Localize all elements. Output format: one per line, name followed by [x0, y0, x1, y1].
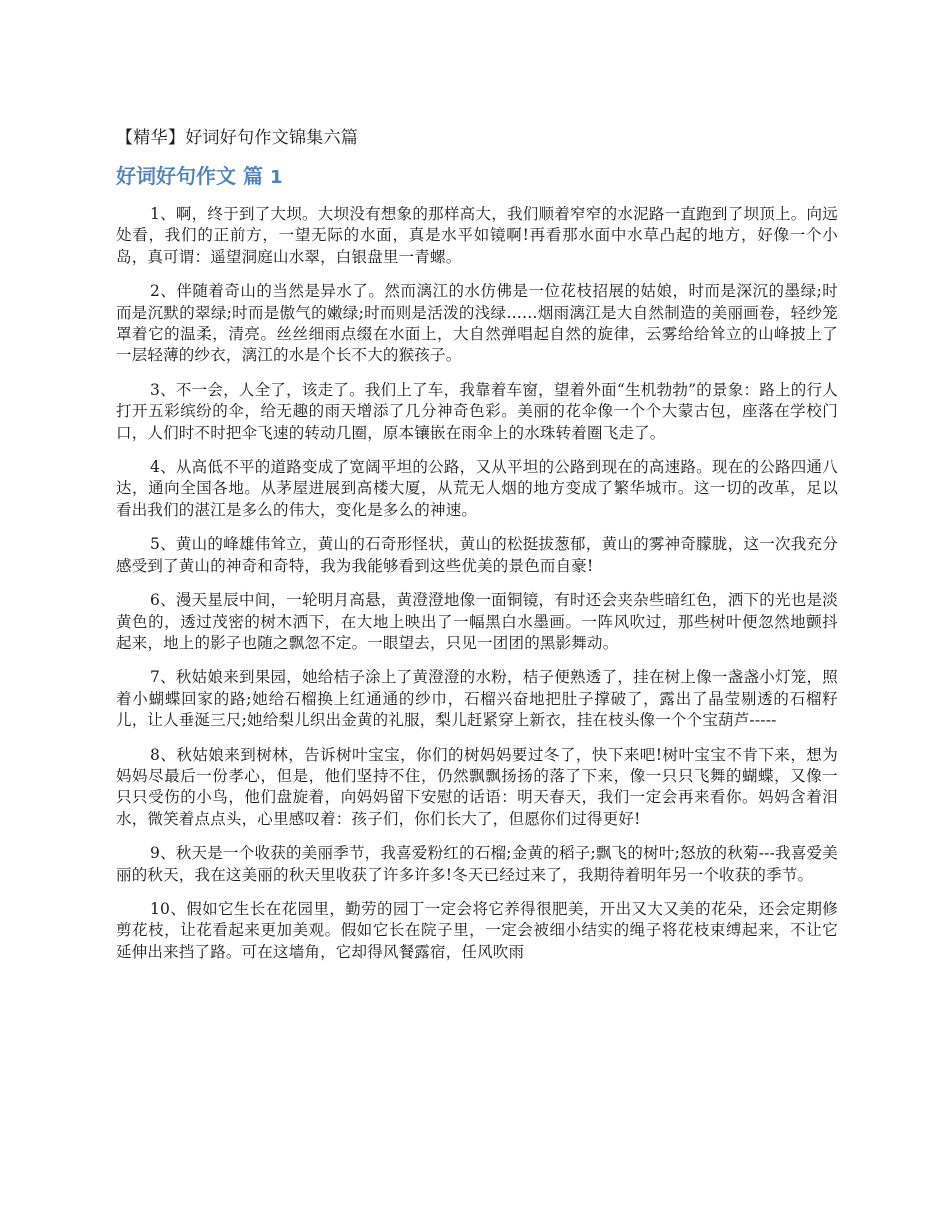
paragraph: 1、啊，终于到了大坝。大坝没有想象的那样高大，我们顺着窄窄的水泥路一直跑到了坝顶上。向远处看，我们的正前方，一望无际的水面，真是水平如镜啊!再看那水面中水草凸起的地方，好像一个小岛，真可谓：遥望洞庭山水翠，白银盘里一青螺。: [116, 205, 838, 266]
section-heading-text: 好词好句作文 篇: [116, 164, 263, 188]
section-number: 1: [269, 167, 283, 188]
paragraph: 4、从高低不平的道路变成了宽阔平坦的公路，又从平坦的公路到现在的高速路。现在的公路四通八达，通向全国各地。从茅屋进展到高楼大厦，从荒无人烟的地方变成了繁华城市。这一切的改革，足以看出我们的湛江是多么的伟大，变化是多么的神速。: [116, 458, 838, 519]
paragraph: 10、假如它生长在花园里，勤劳的园丁一定会将它养得很肥美，开出又大又美的花朵，还会定期修剪花枝，让花看起来更加美观。假如它长在院子里，一定会被细小结实的绳子将花枝束缚起来，不让它延伸出来挡了路。可在这墙角，它却得风餐露宿，任风吹雨: [116, 899, 838, 961]
paragraph: 8、秋姑娘来到树林，告诉树叶宝宝，你们的树妈妈要过冬了，快下来吧!树叶宝宝不肯下来，想为妈妈尽最后一份孝心，但是，他们坚持不住，仍然飘飘扬扬的落了下来，像一只只飞舞的蝴蝶，又像一只只受伤的小鸟，他们盘旋着，向妈妈留下安慰的话语：明天春天，我们一定会再来看你。妈妈含着泪水，微笑着点点头，心里感叹着：孩子们，你们长大了，但愿你们过得更好!: [116, 745, 838, 828]
paragraph: 2、伴随着奇山的当然是异水了。然而漓江的水仿佛是一位花枝招展的姑娘，时而是深沉的墨绿;时而是沉默的翠绿;时而是傲气的嫩绿;时而则是活泼的浅绿……烟雨漓江是大自然制造的美丽画卷，轻纱笼罩着它的温柔，清亮。丝丝细雨点缀在水面上，大自然弹唱起自然的旋律，云雾给给耸立的山峰披上了一层轻薄的纱衣，漓江的水是个长不大的猴孩子。: [116, 282, 838, 365]
paragraph: 3、不一会，人全了，该走了。我们上了车，我靠着车窗，望着外面“生机勃勃”的景象：路上的行人打开五彩缤纷的伞，给无趣的雨天增添了几分神奇色彩。美丽的花伞像一个个大蒙古包，座落在学校门口，人们时不时把伞飞速的转动几圈，原本镶嵌在雨伞上的水珠转着圈飞走了。: [116, 380, 838, 442]
paragraph: 5、黄山的峰雄伟耸立，黄山的石奇形怪状，黄山的松挺拔葱郁，黄山的雾神奇朦胧，这一次我充分感受到了黄山的神奇和奇特，我为我能够看到这些优美的景色而自豪!: [116, 535, 838, 575]
paragraph: 6、漫天星辰中间，一轮明月高悬，黄澄澄地像一面铜镜，有时还会夹杂些暗红色，洒下的光也是淡黄色的，透过茂密的树木洒下，在大地上映出了一幅黑白水墨画。一阵风吹过，那些树叶便忽然地颤抖起来，地上的影子也随之飘忽不定。一眼望去，只见一团团的黑影舞动。: [116, 591, 838, 652]
document-title: 【精华】好词好句作文锦集六篇: [116, 128, 359, 148]
body-text: [116, 204, 838, 963]
paragraph: 7、秋姑娘来到果园，她给桔子涂上了黄澄澄的水粉，桔子便熟透了，挂在树上像一盏盏小灯笼，照着小蝴蝶回家的路;她给石榴换上红通通的纱巾，石榴兴奋地把肚子撑破了，露出了晶莹剔透的石榴籽儿，让人垂涎三尺;她给梨儿织出金黄的礼服，梨儿赶紧穿上新衣，挂在枝头像一个个宝葫芦-----: [116, 668, 838, 730]
paragraph: 9、秋天是一个收获的美丽季节，我喜爱粉红的石榴;金黄的稻子;飘飞的树叶;怒放的秋菊---我喜爱美丽的秋天，我在这美丽的秋天里收获了许多许多!冬天已经过来了，我期待着明年另一个收获的季节。: [116, 844, 838, 884]
section-heading: [116, 164, 838, 190]
